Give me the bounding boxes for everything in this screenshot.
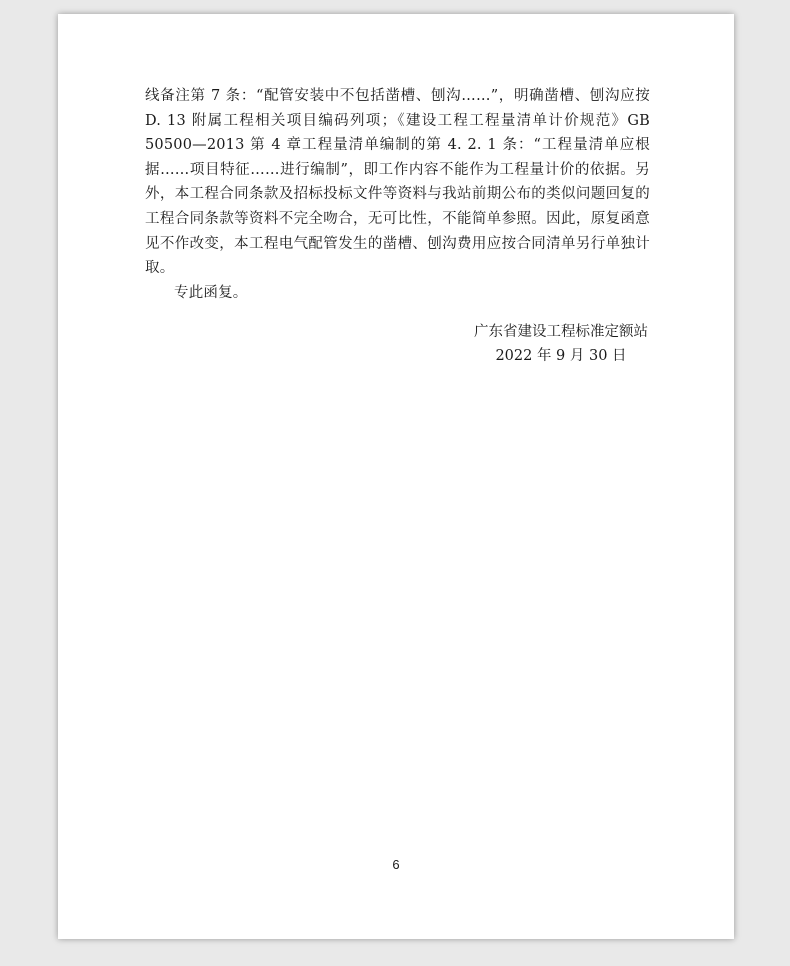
- signature-block: [474, 320, 648, 368]
- issue-date: 2022 年 9 月 30 日: [495, 348, 627, 364]
- document-page: [58, 14, 734, 939]
- body-paragraph: 线备注第 7 条：“配管安装中不包括凿槽、刨沟……”，明确凿槽、刨沟应按 D. 13 附属工程相关项目编码列项；《建设工程工程量清单计价规范》GB 50500—2013 第 4 章工程量清单编制的第 4. 2. 1 条：“工程量清单应根据……项目特征……进行编制”，即工作内容不能作为工程量计价的依据。另外，本工程合同条款及招标投标文件等资料与我站前期公布的类似问题回复的工程合同条款等资料不完全吻合，无可比性，不能简单参照。因此，原复函意见不作改变，本工程电气配管发生的凿槽、刨沟费用应按合同清单另行单独计取。: [145, 88, 650, 277]
- issuer-name: 广东省建设工程标准定额站: [474, 324, 648, 340]
- document-body: [145, 84, 650, 305]
- closing-line: 专此函复。: [174, 284, 248, 301]
- page-number: 6: [392, 857, 400, 872]
